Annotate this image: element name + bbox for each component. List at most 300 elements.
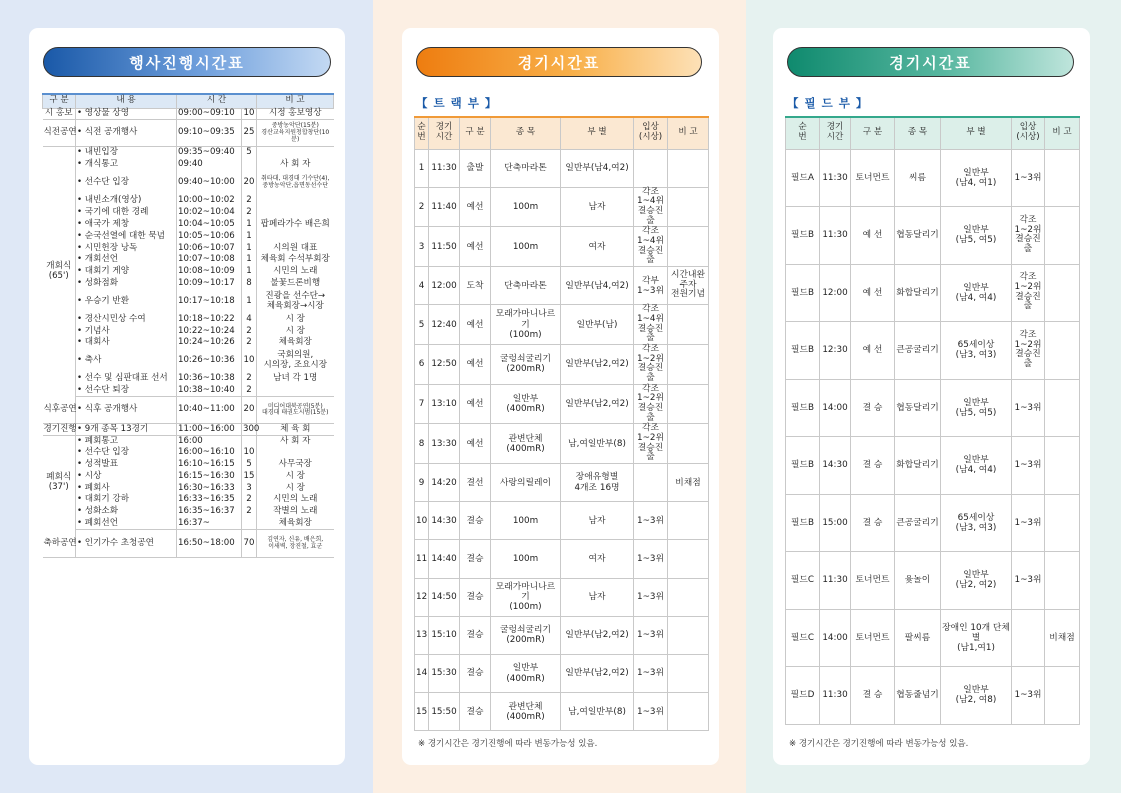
schedule-row [43,195,334,207]
field-note: ※ 경기시간은 경기진행에 따라 변동가능성 있음. [789,739,969,749]
item-label: • 선수단 입장 [77,447,130,458]
time-range: 10:02~10:04 [177,207,242,219]
remarks: 남녀 각 1명 [257,373,334,385]
header-category: 구 분 [43,94,76,108]
award: 1~3위 [634,578,668,616]
award: 각조1~2위 결승진출 [634,344,668,384]
header-content: 내 용 [76,94,177,108]
item-label: • 시민헌장 낭독 [77,242,138,253]
match-row [786,379,1080,437]
item-label: • 대회기 게양 [77,266,130,277]
match-row [415,693,709,731]
minutes: 3 [242,483,257,495]
minutes: 10 [242,349,257,373]
division: 여자 [561,227,634,267]
remarks: 진광을 선수단→ 체육회장→시장 [257,290,334,314]
event-schedule-title: 행사진행시간표 [43,47,331,77]
match-time: 15:10 [429,616,460,654]
schedule-row [43,373,334,385]
header-event: 종 목 [895,117,941,149]
award: 각조1~2위 결승진출 [1012,264,1045,322]
remarks [1045,149,1080,207]
award: 1~3위 [1012,494,1045,552]
event: 화합달리기 [895,437,941,495]
remarks: 시 장 [257,483,334,495]
row-no: 13 [415,616,429,654]
item-label: • 애국가 제창 [77,218,130,229]
match-time: 11:30 [820,667,851,725]
schedule-row [43,424,334,436]
match-row [415,424,709,464]
schedule-row [43,170,334,195]
schedule-row [43,314,334,326]
schedule-row [43,506,334,518]
time-range: 09:10~09:35 [177,120,242,147]
match-time: 14:30 [820,437,851,495]
event: 일반부 (400mR) [491,654,561,692]
header-division: 부 별 [941,117,1012,149]
division: 일반부(남) [561,305,634,345]
minutes: 70 [242,530,257,558]
round: 결선 [460,464,491,502]
header-time: 경기 시간 [820,117,851,149]
schedule-row [43,337,334,349]
header-no: 순 번 [786,117,820,149]
schedule-row [43,483,334,495]
division: 남,여일반부(8) [561,693,634,731]
item-label: • 우승기 반환 [77,295,130,306]
item-label: • 인기가수 초청공연 [76,530,177,558]
row-no: 필드B [786,322,820,380]
event: 100m [491,187,561,227]
item-label: • 기념사 [77,325,110,336]
time-range: 10:40~11:00 [177,397,242,424]
division: 일반부(남2,여2) [561,654,634,692]
minutes: 2 [242,337,257,349]
remarks [257,231,334,243]
remarks [668,227,709,267]
remarks: 시민의 노래 [257,495,334,507]
remarks: 시의원 대표 [257,243,334,255]
schedule-row [43,436,334,448]
division: 일반부 (남5, 여5) [941,207,1012,265]
round: 결승 [460,502,491,540]
event: 모래가마니나르기 (100m) [491,578,561,616]
remarks [668,384,709,424]
match-row [415,654,709,692]
item-label: • 내빈입장 [77,147,119,157]
event: 100m [491,502,561,540]
match-time: 11:30 [429,149,460,187]
division: 일반부(남4,여2) [561,267,634,305]
remarks: 시민의 노래 [257,266,334,278]
item-label: • 선수단 입장 [77,176,130,187]
event: 협동달리기 [895,379,941,437]
track-section-label: 【 트 랙 부 】 [416,96,498,110]
track-schedule-card [402,28,719,765]
schedule-row [43,147,334,159]
item-label: • 시상 [77,470,102,481]
match-row [786,322,1080,380]
schedule-row [43,326,334,338]
remarks [668,344,709,384]
award: 각조1~2위 결승진출 [1012,322,1045,380]
round: 예선 [460,424,491,464]
time-range: 16:33~16:35 [177,495,242,507]
field-schedule-table [785,116,1080,725]
remarks [668,578,709,616]
round: 결승 [460,693,491,731]
item-label: • 축사 [77,355,102,366]
round: 결 승 [851,667,895,725]
header-remarks: 비 고 [668,117,709,149]
minutes: 1 [242,266,257,278]
schedule-row [43,349,334,373]
remarks [668,424,709,464]
division: 일반부(남2,여2) [561,384,634,424]
row-no: 1 [415,149,429,187]
minutes: 10 [242,108,257,120]
match-row [786,149,1080,207]
division: 일반부(남2,여2) [561,344,634,384]
schedule-row [43,231,334,243]
remarks [257,207,334,219]
event: 윷놀이 [895,552,941,610]
remarks [1045,494,1080,552]
remarks: 시간내완주자 전원기념 [668,267,709,305]
match-time: 15:30 [429,654,460,692]
item-label: • 식전 공개행사 [76,120,177,147]
header-time: 경기 시간 [429,117,460,149]
event: 일반부 (400mR) [491,384,561,424]
remarks: 시 장 [257,471,334,483]
item-label: • 폐회통고 [77,435,119,446]
division: 장애유형별 4개조 16명 [561,464,634,502]
event: 모래가마니나르기 (100m) [491,305,561,345]
item-label: • 9개 종목 13경기 [76,424,177,436]
schedule-row [43,219,334,231]
minutes: 25 [242,120,257,147]
remarks [1045,437,1080,495]
award: 1~3위 [1012,149,1045,207]
remarks [668,540,709,578]
match-time: 11:50 [429,227,460,267]
division: 일반부 (남4, 여4) [941,264,1012,322]
division: 65세이상 (남3, 여3) [941,494,1012,552]
time-range: 10:05~10:06 [177,231,242,243]
event: 굴렁쇠굴리기 (200mR) [491,344,561,384]
round: 예선 [460,344,491,384]
match-time: 12:00 [429,267,460,305]
row-no: 필드C [786,552,820,610]
time-range: 10:08~10:09 [177,266,242,278]
event: 팔씨름 [895,609,941,667]
match-row [415,384,709,424]
row-no: 15 [415,693,429,731]
schedule-row [43,518,334,530]
round: 결 승 [851,379,895,437]
event: 관변단체 (400mR) [491,693,561,731]
time-range: 09:40~10:00 [177,170,242,195]
round: 결승 [460,578,491,616]
header-no: 순 번 [415,117,429,149]
event: 큰공굴리기 [895,322,941,380]
schedule-row [43,207,334,219]
division: 장애인 10개 단체별 (남1,여1) [941,609,1012,667]
match-row [415,616,709,654]
match-time: 14:40 [429,540,460,578]
round: 결승 [460,616,491,654]
remarks [1045,264,1080,322]
match-row [786,437,1080,495]
header-time: 시 간 [177,94,257,108]
remarks: 취타대, 대경대 기수단(4), 중방농악단,읍면동선수단 [257,170,334,195]
schedule-row [43,266,334,278]
division: 일반부 (남2, 여2) [941,552,1012,610]
track-schedule-title: 경기시간표 [416,47,702,77]
award: 각조1~4위 결승진출 [634,187,668,227]
header-remarks: 비 고 [257,94,334,108]
remarks [257,385,334,397]
event: 화합달리기 [895,264,941,322]
minutes [242,159,257,171]
division: 일반부 (남4, 여4) [941,437,1012,495]
item-label: • 개회선언 [77,254,119,265]
minutes: 20 [242,397,257,424]
minutes: 2 [242,495,257,507]
time-range: 10:38~10:40 [177,385,242,397]
award: 1~3위 [1012,552,1045,610]
item-label: • 대회기 강하 [77,494,130,505]
round: 예선 [460,305,491,345]
minutes: 1 [242,243,257,255]
row-no: 필드A [786,149,820,207]
match-time: 12:40 [429,305,460,345]
remarks: 시 장 [257,314,334,326]
match-time: 12:50 [429,344,460,384]
minutes: 1 [242,219,257,231]
match-row [786,667,1080,725]
award: 각조1~2위 결승진출 [634,384,668,424]
time-range: 09:35~09:40 [177,147,242,159]
round: 토너먼트 [851,609,895,667]
event: 100m [491,540,561,578]
group-label: 폐회식 (37') [43,436,76,530]
match-row [786,264,1080,322]
item-label: • 선수 및 심판대표 선서 [77,373,168,384]
event-schedule-card [29,28,345,765]
time-range: 11:00~16:00 [177,424,242,436]
event: 100m [491,227,561,267]
match-time: 11:40 [429,187,460,227]
award: 1~3위 [634,693,668,731]
round: 예선 [460,227,491,267]
event: 굴렁쇠굴리기 (200mR) [491,616,561,654]
remarks [257,195,334,207]
minutes: 20 [242,170,257,195]
header-award: 입상 (시상) [634,117,668,149]
minutes: 8 [242,278,257,290]
remarks: 비채점 [668,464,709,502]
remarks: 시 장 [257,326,334,338]
time-range: 16:35~16:37 [177,506,242,518]
match-row [415,540,709,578]
match-time: 12:00 [820,264,851,322]
remarks [668,693,709,731]
match-time: 14:50 [429,578,460,616]
award: 각조1~4위 결승진출 [634,227,668,267]
event: 협동달리기 [895,207,941,265]
remarks [257,447,334,459]
remarks [668,502,709,540]
item-label: • 폐회선언 [76,518,177,530]
award [1012,609,1045,667]
remarks: 팝페라가수 배은희 [257,219,334,231]
match-time: 14:30 [429,502,460,540]
item-label: • 개식통고 [77,158,119,169]
award: 1~3위 [634,654,668,692]
award: 각조1~2위 결승진출 [1012,207,1045,265]
division: 일반부(남2,여2) [561,616,634,654]
time-range: 16:30~16:33 [177,483,242,495]
remarks: 김연자, 신유, 배은희, 이새벽, 장진철, 효군 [257,530,334,558]
time-range: 16:10~16:15 [177,459,242,471]
remarks: 불꽃드론비행 [257,278,334,290]
remarks [1045,322,1080,380]
row-no: 필드B [786,264,820,322]
remarks [1045,379,1080,437]
time-range: 09:40 [177,159,242,171]
award: 각조1~4위 결승진출 [634,305,668,345]
row-no: 11 [415,540,429,578]
minutes: 2 [242,195,257,207]
match-row [415,187,709,227]
item-label: • 폐회사 [77,482,110,493]
time-range: 16:37~ [177,518,242,530]
schedule-row [43,278,334,290]
remarks [668,187,709,227]
item-label: • 성적발표 [77,459,119,470]
minutes: 2 [242,207,257,219]
match-row [415,149,709,187]
award [634,149,668,187]
item-label: • 대회사 [77,337,110,348]
remarks: 사 회 자 [257,159,334,171]
schedule-row [43,290,334,314]
round: 결승 [460,654,491,692]
division: 남자 [561,187,634,227]
round: 출발 [460,149,491,187]
remarks: 작별의 노래 [257,506,334,518]
award: 각부 1~3위 [634,267,668,305]
round: 예 선 [851,264,895,322]
match-row [415,502,709,540]
match-time: 14:00 [820,379,851,437]
award: 1~3위 [634,502,668,540]
item-label: • 국기에 대한 경례 [77,207,149,218]
time-range: 16:15~16:30 [177,471,242,483]
match-row [415,578,709,616]
item-label: • 경산시민상 수여 [77,313,146,324]
match-time: 11:30 [820,207,851,265]
time-range: 09:00~09:10 [177,108,242,120]
round: 결 승 [851,437,895,495]
row-no: 필드B [786,207,820,265]
header-remarks: 비 고 [1045,117,1080,149]
item-label: • 선수단 퇴장 [76,385,177,397]
remarks [668,149,709,187]
row-no: 12 [415,578,429,616]
remarks: 비채점 [1045,609,1080,667]
division: 일반부 (남4, 여1) [941,149,1012,207]
minutes: 2 [242,326,257,338]
group-label: 식전공연 [43,120,76,147]
round: 토너먼트 [851,149,895,207]
match-row [415,464,709,502]
round: 예선 [460,187,491,227]
schedule-row [43,447,334,459]
row-no: 7 [415,384,429,424]
field-section-label: 【 필 드 부 】 [787,96,869,110]
event: 단축마라톤 [491,267,561,305]
time-range: 10:06~10:07 [177,243,242,255]
item-label: • 내빈소개(영상) [77,195,142,206]
division: 65세이상 (남3, 여3) [941,322,1012,380]
remarks: 중방농악단(15분) 경산교육지원청합창단(10분) [257,120,334,147]
remarks: 사 회 자 [257,436,334,448]
event: 사랑의릴레이 [491,464,561,502]
match-time: 12:30 [820,322,851,380]
schedule-row [43,397,334,424]
division: 남자 [561,502,634,540]
remarks [668,616,709,654]
award: 1~3위 [634,616,668,654]
match-time: 14:20 [429,464,460,502]
schedule-row [43,530,334,558]
group-label: 경기진행 [43,423,77,434]
match-row [415,344,709,384]
time-range: 10:24~10:26 [177,337,242,349]
match-time: 11:30 [820,149,851,207]
event: 협동줄넘기 [895,667,941,725]
schedule-row [43,108,334,120]
remarks: 체 육 회 [257,424,334,436]
minutes: 2 [242,506,257,518]
item-label: • 성화소화 [77,506,119,517]
schedule-row [43,243,334,255]
item-label: • 영상물 상영 [76,108,177,120]
match-row [786,552,1080,610]
schedule-row [43,459,334,471]
award: 각조1~2위 결승진출 [634,424,668,464]
remarks [668,654,709,692]
minutes [242,436,257,448]
remarks [1045,207,1080,265]
remarks: 체육회 수석부회장 [257,254,334,266]
item-label: • 성화점화 [77,277,119,288]
round: 예 선 [851,322,895,380]
minutes: 5 [242,147,257,159]
schedule-row [43,471,334,483]
event: 관변단체 (400mR) [491,424,561,464]
time-range: 16:50~18:00 [177,530,242,558]
division: 일반부 (남2, 여8) [941,667,1012,725]
schedule-row [43,495,334,507]
group-label: 개회식 (65') [43,147,76,397]
division: 여자 [561,540,634,578]
event: 단축마라톤 [491,149,561,187]
row-no: 10 [415,502,429,540]
